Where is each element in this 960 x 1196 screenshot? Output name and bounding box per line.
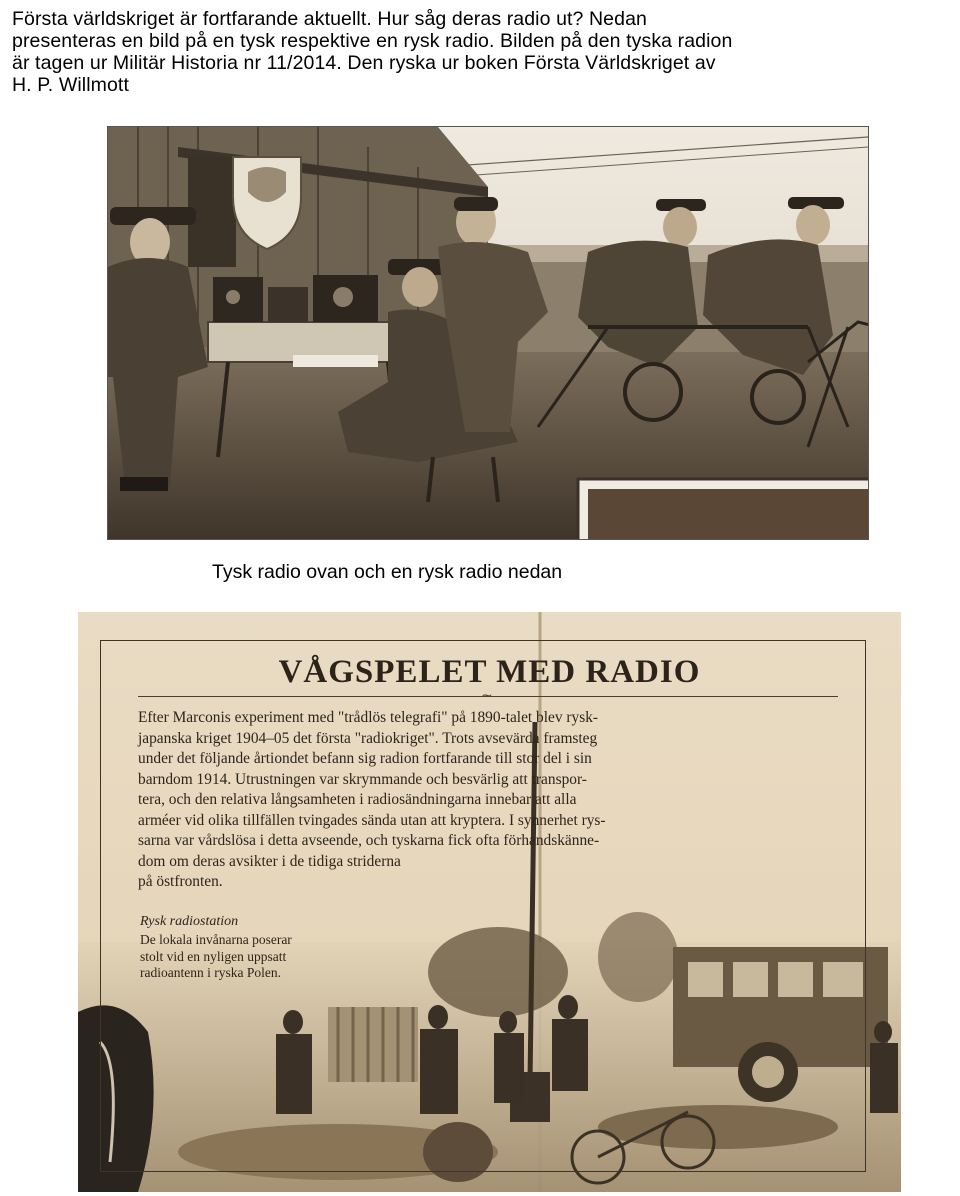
inset-caption-line: stolt vid en nyligen uppsatt (140, 948, 287, 964)
inset-caption-line: radioantenn i ryska Polen. (140, 965, 281, 980)
article-line: Efter Marconis experiment med "trådlös telegrafi" på 1890-talet blev rysk- (138, 709, 599, 726)
article-line: barndom 1914. Utrustningen var skrymmande och besvärlig att transpor- (138, 770, 587, 788)
article-title: VÅGSPELET MED RADIO (278, 654, 701, 690)
inset-photo-title: Rysk radiostation (140, 914, 239, 929)
german-radio-photo (107, 126, 869, 540)
article-line: sarna var vårdslösa i detta avseende, och tyskarna fick ofta förhandskänne- (138, 832, 600, 849)
inset-caption-line: De lokala invånarna poserar (140, 932, 292, 947)
article-line: dom om deras avsikter i de tidiga striderna (138, 852, 401, 870)
article-line: på östfronten. (138, 873, 223, 890)
russian-radio-book-photo (78, 612, 901, 1192)
intro-line: är tagen ur Militär Historia nr 11/2014. Den ryska ur boken Första Världskriget av (12, 52, 716, 74)
article-line: japanska kriget 1904–05 det första "radiokriget". Trots avsevärda framsteg (138, 729, 598, 747)
intro-line: presenteras en bild på en tysk respektive en rysk radio. Bilden på den tyska radion (12, 30, 733, 52)
article-line: tera, och den relativa långsamheten i radiosändningarna innebar att alla (138, 791, 577, 808)
article-line: arméer vid olika tillfällen tvingades sända utan att kryptera. I synnerhet rys- (138, 811, 606, 829)
title-ornament: ~ (481, 688, 493, 704)
article-line: under det följande årtiondet befann sig radion fortfarande till stor del i sin (138, 750, 592, 767)
intro-line: H. P. Willmott (12, 74, 129, 96)
article-body (138, 708, 860, 893)
intro-line: Första världskriget är fortfarande aktuellt. Hur såg deras radio ut? Nedan (12, 8, 647, 30)
photo-caption: Tysk radio ovan och en rysk radio nedan (212, 561, 563, 583)
inset-photo-caption (140, 932, 292, 982)
intro-paragraph (12, 8, 952, 96)
